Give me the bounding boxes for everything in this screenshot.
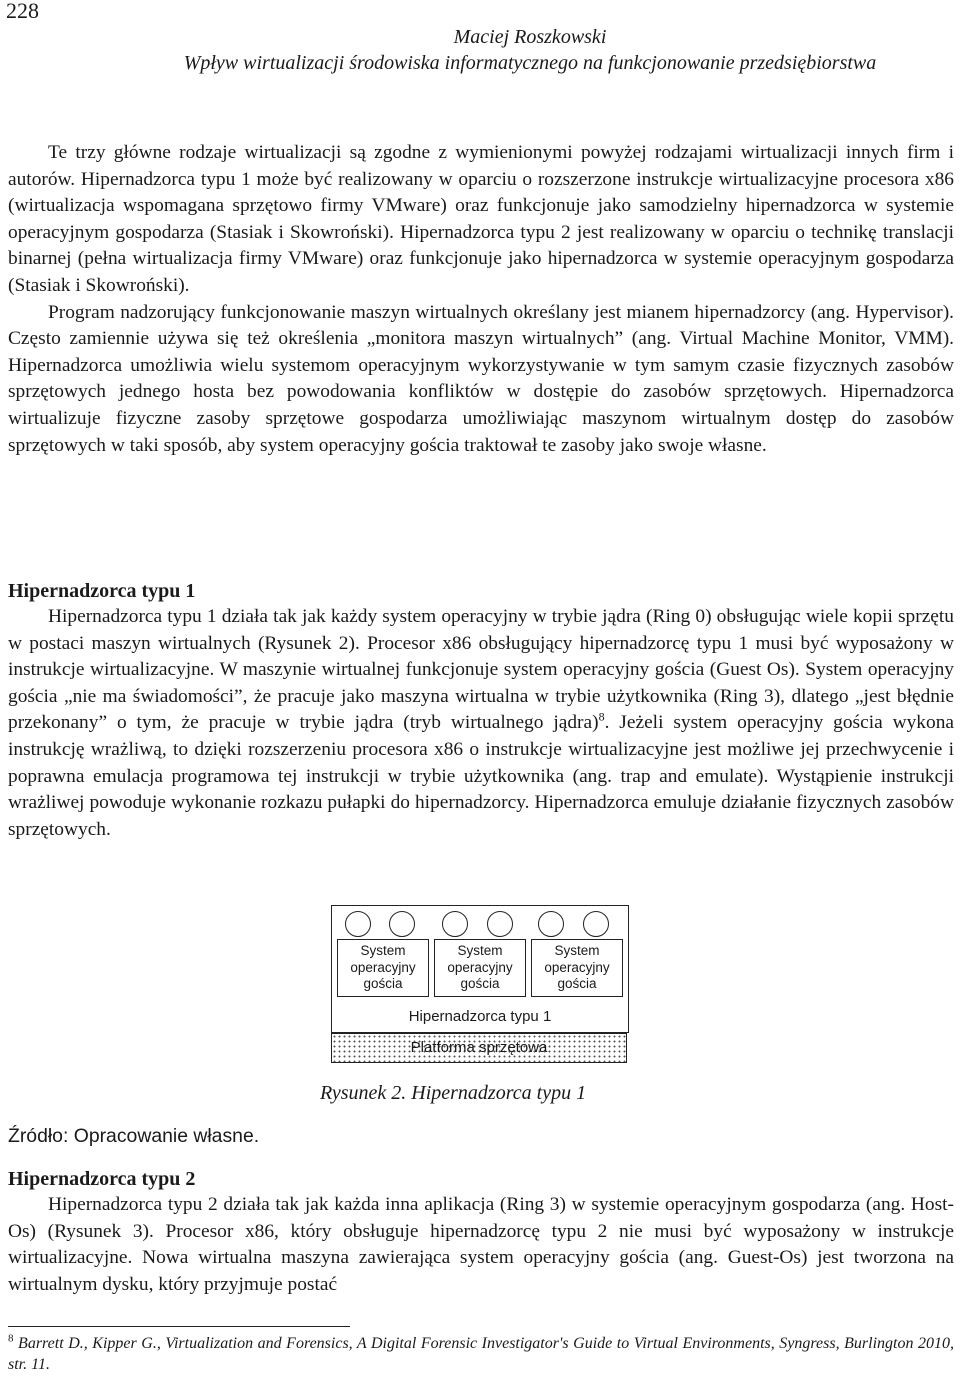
section1-text — [8, 604, 954, 843]
section1-paragraph — [8, 604, 954, 843]
footnote-text: Barrett D., Kipper G., Virtualization and Forensics, A Digital Forensic Investigator's Guide to Virtual Environments, Syngress, Burlington 2010, str. 11. — [8, 1335, 955, 1373]
section2-paragraph: Hipernadzorca typu 2 działa tak jak każda inna aplikacja (Ring 3) w systemie operacyjnym gospodarza (ang. Host-Os) (Rysunek 3). Procesor x86, który obsługuje hipernadzorcę typu 2 nie musi być wyposażony w instrukcje wirtualizacyjne. Nowa wirtualna maszyna zawierająca system operacyjny gościa (ang. Guest-Os) jest tworzona na wirtualnym dysku, który przyjmuje postać — [8, 1194, 954, 1295]
guest-os-label-line1: System — [554, 943, 600, 959]
vm-indicator-circle — [538, 911, 564, 937]
guest-os-label-line2: operacyjny — [544, 959, 610, 975]
section2-text — [8, 1192, 954, 1298]
footnote-number: 8 — [8, 1332, 14, 1345]
figure-hypervisor-type1 — [331, 905, 629, 1063]
intro-paragraph-2: Program nadzorujący funkcjonowanie maszyn wirtualnych określany jest mianem hipernadzorcy (ang. Hypervisor). Często zamiennie używa się też określenia „monitora maszyn wirtualnych” (ang. Virtual Machine Monitor, VMM). Hipernadzorca umożliwia wielu systemom operacyjnym wykorzystywanie w tym samym czasie fizycznych zasobów sprzętowych jednego hosta bez powodowania konfliktów w dostępie do zasobów sprzętowych. Hipernadzorca wirtualizuje fizyczne zasoby sprzętowe gospodarza umożliwiając maszynom wirtualnym dostęp do zasobów sprzętowych w taki sposób, aby system operacyjny gościa traktował te zasoby jako swoje własne. — [8, 301, 954, 456]
hardware-platform-layer — [331, 1033, 627, 1063]
guest-os-label-line1: System — [457, 943, 503, 959]
guest-os-box — [434, 939, 526, 997]
intro-text — [8, 140, 954, 459]
footnote — [8, 1333, 954, 1375]
guest-os-label-line1: System — [360, 943, 406, 959]
guest-os-label-line3: gościa — [557, 976, 597, 992]
page-number: 228 — [6, 0, 39, 23]
guest-os-label-line2: operacyjny — [447, 959, 513, 975]
running-head-title: Wpływ wirtualizacji środowiska informatycznego na funkcjonowanie przedsiębiorstwa — [183, 52, 877, 74]
section2-heading: Hipernadzorca typu 2 — [8, 1168, 196, 1190]
figure-caption: Rysunek 2. Hipernadzorca typu 1 — [320, 1082, 587, 1104]
intro-paragraph-1: Te trzy główne rodzaje wirtualizacji są zgodne z wymienionymi powyżej rodzajami wirtualizacji innych firm i autorów. Hipernadzorca typu 1 może być realizowany w oparciu o rozszerzone instrukcje wirtualizacyjne procesora x86 (wirtualizacja wspomagana sprzętowo firmy VMware) oraz funkcjonuje jako samodzielny hipernadzorca w systemie operacyjnym gospodarza (Stasiak i Skowroński). Hipernadzorca typu 2 jest realizowany w oparciu o technikę translacji binarnej (pełna wirtualizacja firmy VMware) oraz funkcjonuje jako hipernadzorca w systemie operacyjnym gospodarza (Stasiak i Skowroński). — [8, 142, 954, 296]
hardware-platform-label: Platforma sprzętowa — [410, 1039, 548, 1056]
guest-os-box — [337, 939, 429, 997]
figure-source: Źródło: Opracowanie własne. — [8, 1125, 260, 1147]
section1-heading: Hipernadzorca typu 1 — [8, 580, 196, 602]
section1-text-b: . Jeżeli system operacyjny gościa wykona instrukcję wrażliwą, to dzięki rozszerzeniu procesora x86 o instrukcje wirtualizacyjne jest możliwe jej przechwycenie i poprawna emulacja programowa tej instrukcji w trybie użytkownika (ang. trap and emulate). Wystąpienie instrukcji wrażliwej powoduje wykonanie rozkazu pułapki do hipernadzorcy. Hipernadzorca emuluje działanie fizycznych zasobów sprzętowych. — [8, 712, 954, 840]
guest-os-box — [531, 939, 623, 997]
running-head-author: Maciej Roszkowski — [453, 26, 607, 48]
vm-indicator-circle — [583, 911, 609, 937]
guest-os-label-line2: operacyjny — [350, 959, 416, 975]
footnote-reference: 8 — [598, 709, 605, 724]
vm-indicator-circle — [487, 911, 513, 937]
vm-indicator-circle — [442, 911, 468, 937]
hypervisor-layer: Hipernadzorca typu 1 — [331, 1002, 629, 1033]
figure-outer-box — [331, 905, 629, 1003]
section1-text-a: Hipernadzorca typu 1 działa tak jak każdy system operacyjny w trybie jądra (Ring 0) obsługując wiele kopii sprzętu w postaci maszyn wirtualnych (Rysunek 2). Procesor x86 obsługujący hipernadzorcę typu 1 musi być wyposażony w instrukcje wirtualizacyjne. W maszynie wirtualnej funkcjonuje system operacyjny gościa (Guest Os). System operacyjny gościa „nie ma świadomości”, że pracuje jako maszyna wirtualna w trybie użytkownika (Ring 3), dlatego „jest błędnie przekonany” o tym, że pracuje w trybie jądra (tryb wirtualnego jądra) — [8, 606, 954, 734]
vm-indicator-circle — [345, 911, 371, 937]
guest-os-label-line3: gościa — [363, 976, 403, 992]
vm-indicator-circle — [389, 911, 415, 937]
guest-os-label-line3: gościa — [460, 976, 500, 992]
footnote-separator — [8, 1326, 350, 1327]
